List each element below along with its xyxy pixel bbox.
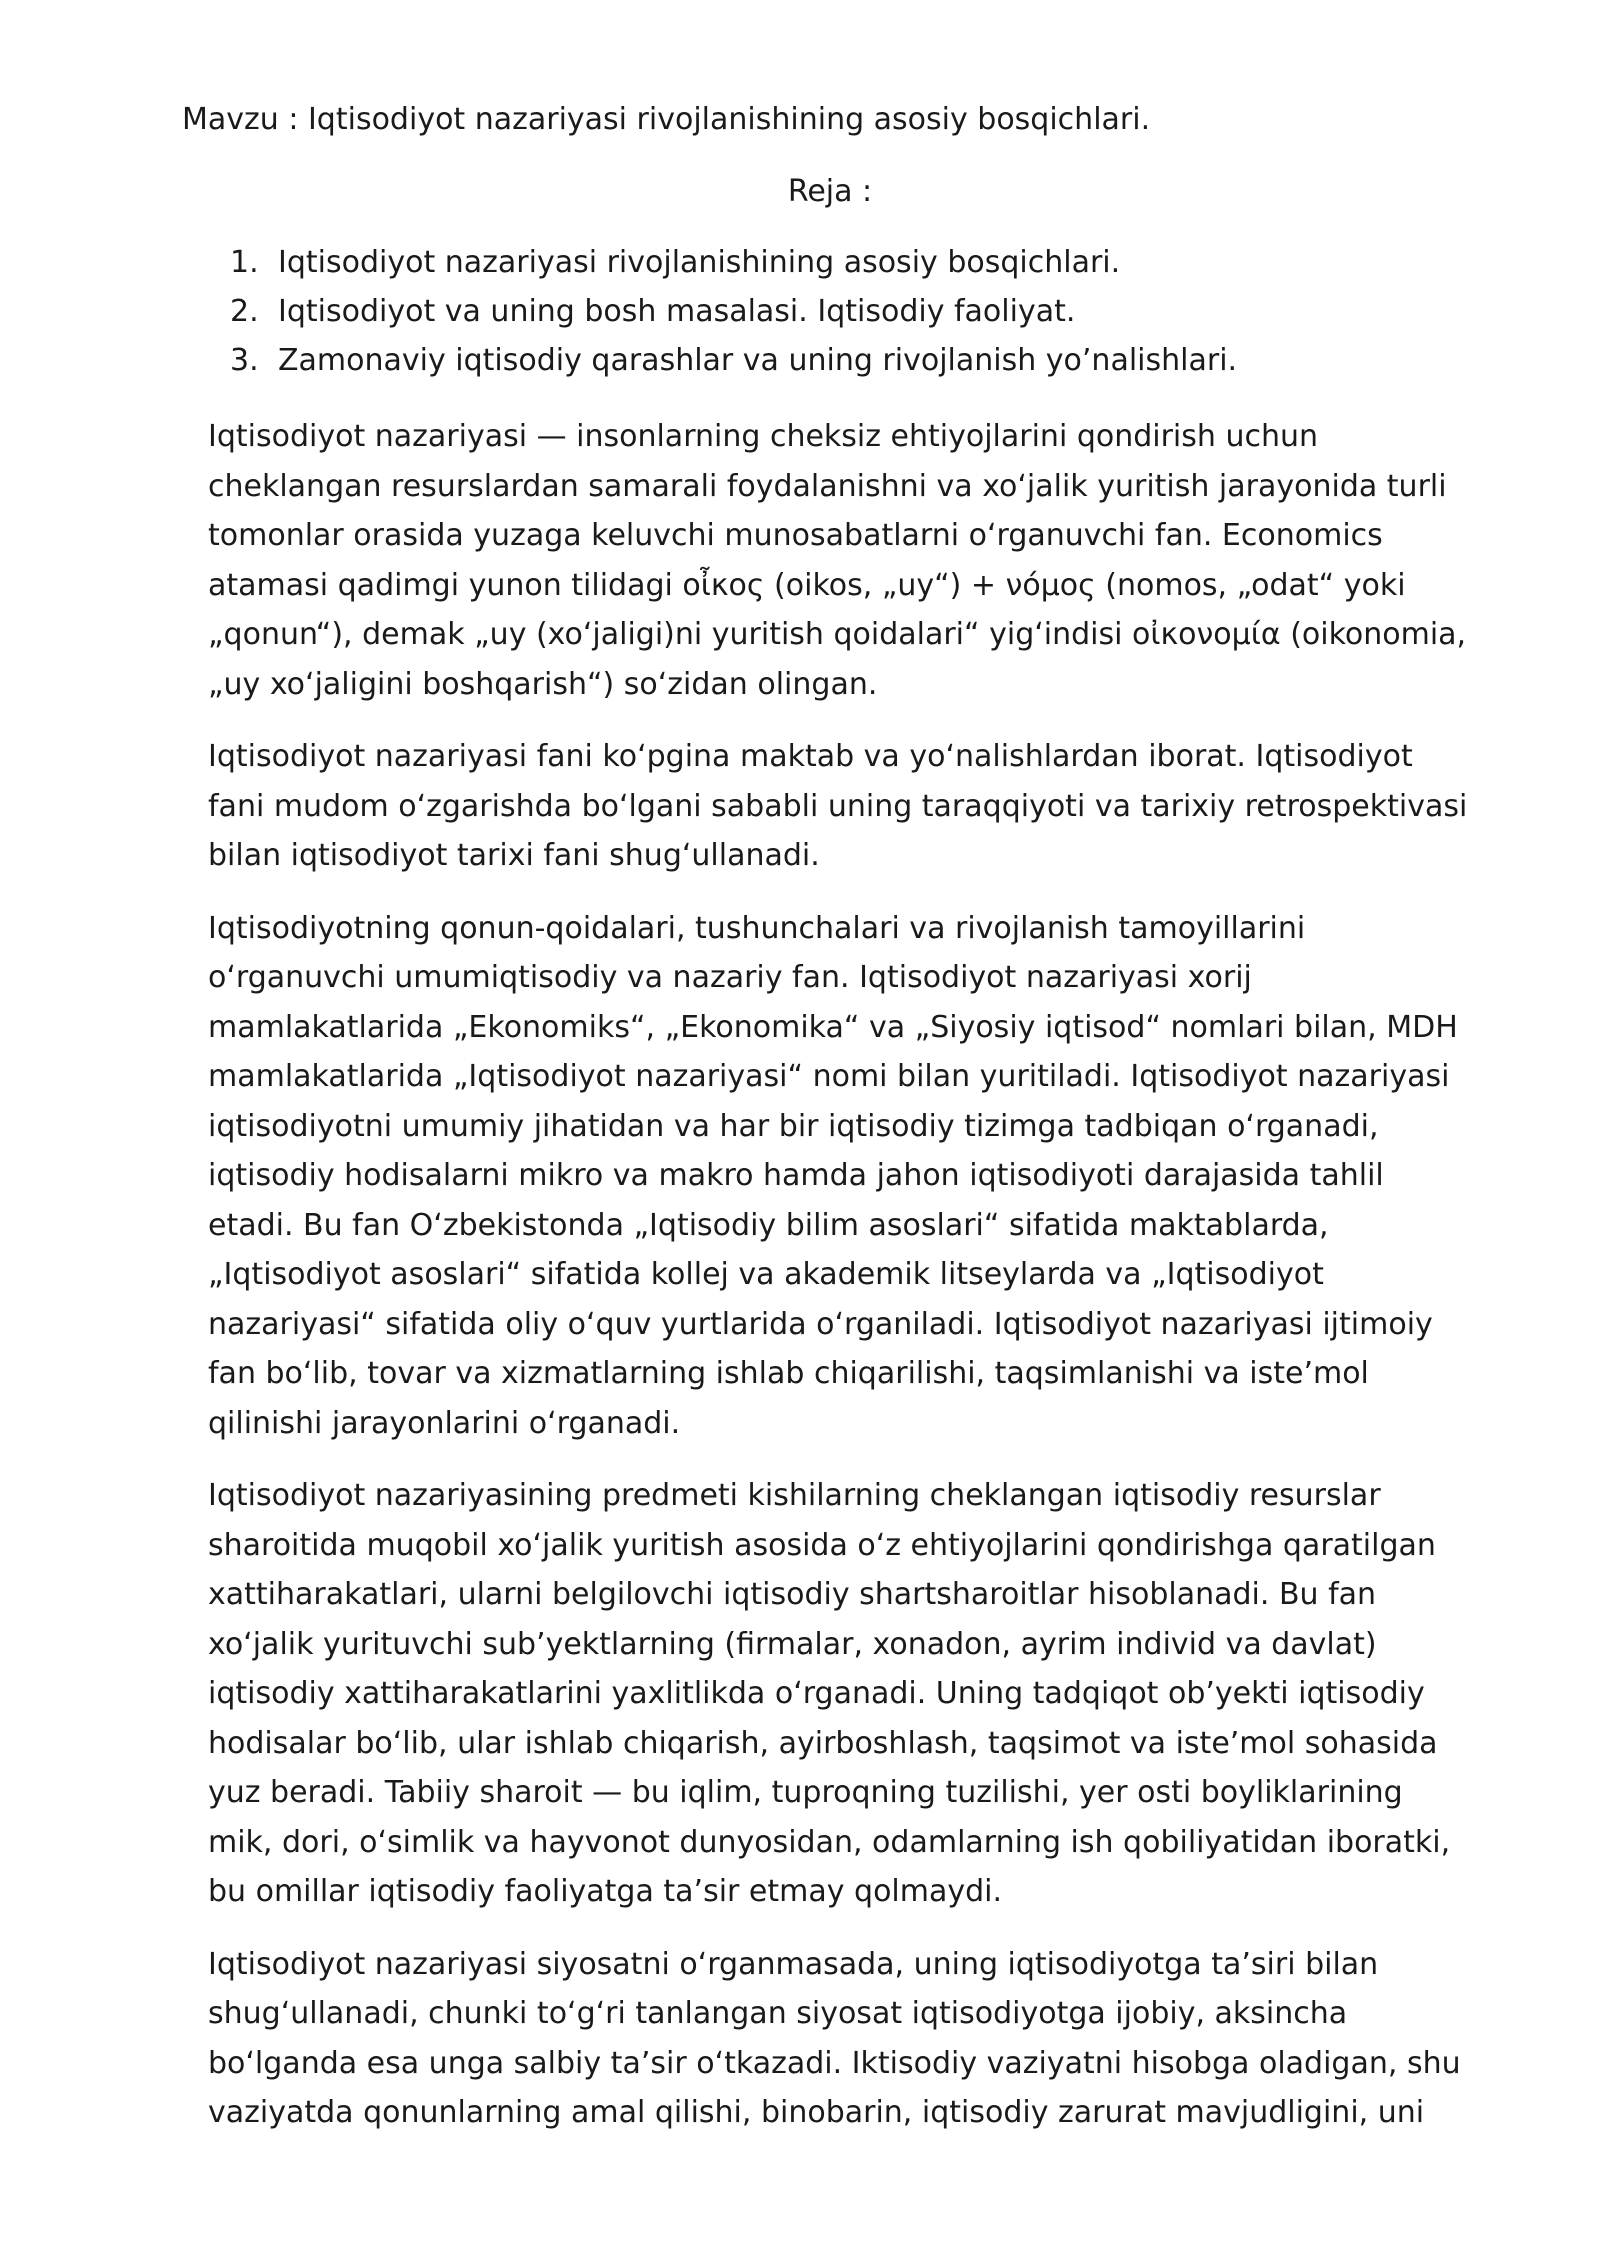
- plan-item-text: Zamonaviy iqtisodiy qarashlar va uning rivojlanish yo’nalishlari.: [278, 343, 1238, 378]
- text-line: fani mudom oʻzgarishda boʻlgani sababli uning taraqqiyoti va tarixiy retrospektivasi: [208, 788, 1468, 824]
- paragraph-politics: [208, 1940, 1508, 2138]
- text-line: tomonlar orasida yuzaga keluvchi munosabatlarni oʻrganuvchi fan. Economics: [208, 518, 1383, 553]
- text-line: bilan iqtisodiyot tarixi fani shugʻullanadi.: [208, 838, 820, 873]
- document-body: [208, 412, 1508, 2161]
- text-line: vaziyatda qonunlarning amal qilishi, binobarin, iqtisodiy zarurat mavjudligini, uni: [208, 2095, 1425, 2130]
- plan-item: [230, 287, 1237, 336]
- text-line: bu omillar iqtisodiy faoliyatga taʼsir etmay qolmaydi.: [208, 1874, 1003, 1909]
- plan-item-number: 1.: [230, 245, 259, 280]
- plan-item-text: Iqtisodiyot va uning bosh masalasi. Iqtisodiy faoliyat.: [278, 294, 1076, 329]
- text-line: iqtisodiy hodisalarni mikro va makro hamda jahon iqtisodiyoti darajasida tahlil: [208, 1158, 1384, 1193]
- plan-title: Reja :: [787, 174, 873, 209]
- text-line: boʻlganda esa unga salbiy taʼsir oʻtkazadi. Iktisodiy vaziyatni hisobga oladigan, shu: [208, 2045, 1461, 2081]
- plan-list: [230, 238, 1237, 385]
- text-line: etadi. Bu fan Oʻzbekistonda „Iqtisodiy bilim asoslari“ sifatida maktablarda,: [208, 1207, 1329, 1243]
- text-line: Iqtisodiyot nazariyasi siyosatni oʻrganmasada, uning iqtisodiyotga taʼsiri bilan: [208, 1946, 1379, 1982]
- plan-item-text: Iqtisodiyot nazariyasi rivojlanishining asosiy bosqichlari.: [278, 245, 1121, 280]
- text-line: qilinishi jarayonlarini oʻrganadi.: [208, 1405, 681, 1441]
- text-line: cheklangan resurslardan samarali foydalanishni va xoʻjalik yuritish jarayonida turli: [208, 468, 1447, 504]
- text-line: Iqtisodiyotning qonun-qoidalari, tushunchalari va rivojlanish tamoyillarini: [208, 910, 1306, 946]
- text-line: iqtisodiy xattiharakatlarini yaxlitlikda oʻrganadi. Uning tadqiqot obʼyekti iqtisodiy: [208, 1676, 1425, 1711]
- text-line: hodisalar boʻlib, ular ishlab chiqarish, ayirboshlash, taqsimot va isteʼmol sohasida: [208, 1725, 1438, 1761]
- paragraph-schools: [208, 732, 1508, 881]
- text-line: yuz beradi. Tabiiy sharoit — bu iqlim, tuproqning tuzilishi, yer osti boyliklarining: [208, 1775, 1403, 1810]
- text-line: xattiharakatlari, ularni belgilovchi iqtisodiy shartsharoitlar hisoblanadi. Bu fan: [208, 1577, 1377, 1612]
- text-line: sharoitida muqobil xoʻjalik yuritish asosida oʻz ehtiyojlarini qondirishga qaratilgan: [208, 1527, 1436, 1563]
- text-line: xoʻjalik yurituvchi subʼyektlarning (firmalar, xonadon, ayrim individ va davlat): [208, 1626, 1377, 1662]
- text-line: „Iqtisodiyot asoslari“ sifatida kollej va akademik litseylarda va „Iqtisodiyot: [208, 1257, 1324, 1292]
- text-line: „qonun“), demak „uy (xoʻjaligi)ni yuritish qoidalari“ yigʻindisi οἰκονομία (oikonomia,: [208, 617, 1467, 652]
- text-line: Iqtisodiyot nazariyasi — insonlarning cheksiz ehtiyojlarini qondirish uchun: [208, 419, 1318, 454]
- text-line: „uy xoʻjaligini boshqarish“) soʻzidan olingan.: [208, 666, 878, 702]
- text-line: mik, dori, oʻsimlik va hayvonot dunyosidan, odamlarning ish qobiliyatidan iboratki,: [208, 1824, 1451, 1860]
- text-line: atamasi qadimgi yunon tilidagi οἶκος (oikos, „uy“) + νόμος (nomos, „odat“ yoki: [208, 567, 1406, 603]
- text-line: mamlakatlarida „Iqtisodiyot nazariyasi“ nomi bilan yuritiladi. Iqtisodiyot nazariyasi: [208, 1059, 1450, 1094]
- text-line: mamlakatlarida „Ekonomiks“, „Ekonomika“ va „Siyosiy iqtisod“ nomlari bilan, MDH: [208, 1009, 1458, 1045]
- text-line: shugʻullanadi, chunki toʻgʻri tanlangan siyosat iqtisodiyotga ijobiy, aksincha: [208, 1996, 1348, 2031]
- text-line: nazariyasi“ sifatida oliy oʻquv yurtlarida oʻrganiladi. Iqtisodiyot nazariyasi ijtimoiy: [208, 1306, 1433, 1342]
- plan-item-number: 3.: [230, 343, 259, 378]
- topic-heading: Mavzu : Iqtisodiyot nazariyasi rivojlanishining asosiy bosqichlari.: [182, 102, 1151, 137]
- text-line: oʻrganuvchi umumiqtisodiy va nazariy fan. Iqtisodiyot nazariyasi xorij: [208, 960, 1252, 995]
- plan-item: [230, 238, 1237, 287]
- text-line: Iqtisodiyot nazariyasi fani koʻpgina maktab va yoʻnalishlardan iborat. Iqtisodiyot: [208, 739, 1413, 774]
- text-line: fan boʻlib, tovar va xizmatlarning ishlab chiqarilishi, taqsimlanishi va isteʼmol: [208, 1356, 1369, 1391]
- plan-item: [230, 336, 1237, 385]
- paragraph-subject: [208, 904, 1508, 1449]
- paragraph-definition: [208, 412, 1508, 709]
- text-line: iqtisodiyotni umumiy jihatidan va har bir iqtisodiy tizimga tadbiqan oʻrganadi,: [208, 1108, 1379, 1144]
- plan-item-number: 2.: [230, 294, 259, 329]
- paragraph-predmet: [208, 1471, 1508, 1917]
- text-line: Iqtisodiyot nazariyasining predmeti kishilarning cheklangan iqtisodiy resurslar: [208, 1478, 1381, 1513]
